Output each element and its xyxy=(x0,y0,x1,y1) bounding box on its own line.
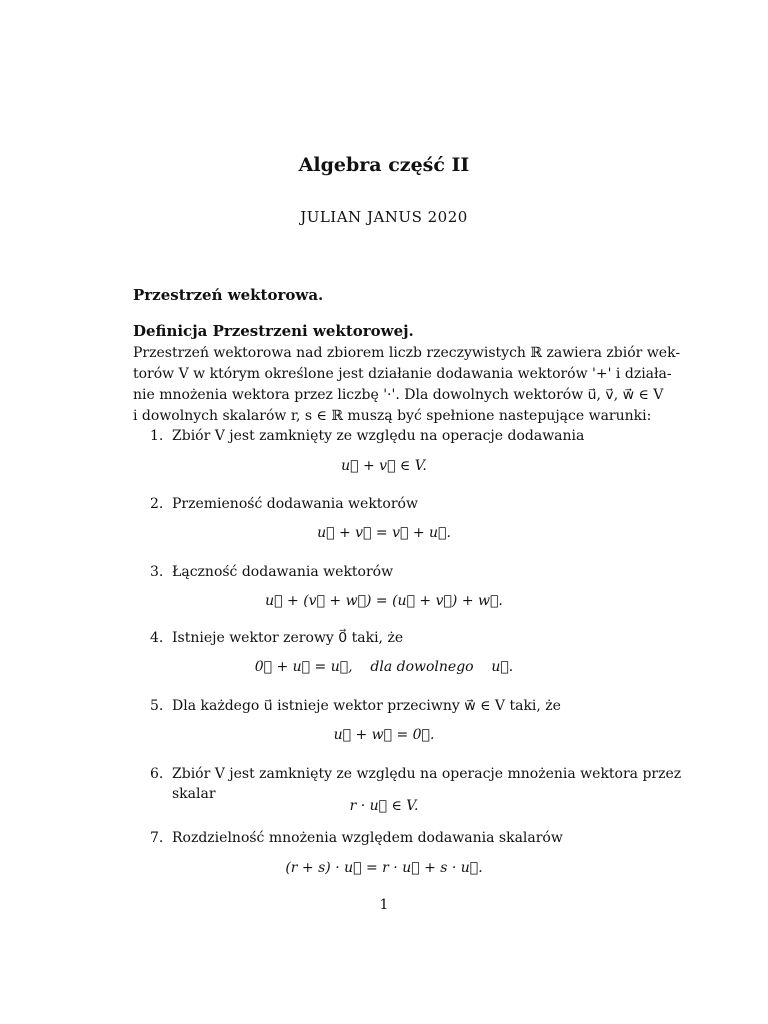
definition-line: nie mnożenia wektora przez liczbę '·'. Dla dowolnych wektorów u⃗, v⃗, w⃗ ∈ V xyxy=(133,387,664,403)
definition-paragraph xyxy=(133,343,681,427)
condition-item xyxy=(150,696,561,716)
definition-line: Przestrzeń wektorowa nad zbiorem liczb rzeczywistych ℝ zawiera zbiór wek- xyxy=(133,345,681,361)
condition-text: Przemieność dodawania wektorów xyxy=(172,496,418,512)
condition-number: 5. xyxy=(150,698,164,714)
document-title: Algebra część II xyxy=(298,154,470,176)
condition-item xyxy=(150,426,584,446)
condition-number: 7. xyxy=(150,830,164,846)
condition-formula: (r + s) · u⃗ = r · u⃗ + s · u⃗. xyxy=(285,860,483,876)
definition-heading: Definicja Przestrzeni wektorowej. xyxy=(133,322,414,340)
condition-item xyxy=(150,628,403,648)
condition-text: Istnieje wektor zerowy 0⃗ taki, że xyxy=(172,630,404,646)
condition-text: Rozdzielność mnożenia względem dodawania skalarów xyxy=(172,830,563,846)
condition-item xyxy=(150,494,418,514)
condition-text: Zbiór V jest zamknięty ze względu na operacje dodawania xyxy=(172,428,585,444)
condition-number: 1. xyxy=(150,428,164,444)
condition-formula: r · u⃗ ∈ V. xyxy=(349,798,419,814)
document-author: JULIAN JANUS 2020 xyxy=(300,208,468,226)
page-number: 1 xyxy=(379,897,389,913)
condition-formula: u⃗ + v⃗ ∈ V. xyxy=(341,458,427,474)
condition-number: 2. xyxy=(150,496,164,512)
definition-line: i dowolnych skalarów r, s ∈ ℝ muszą być spełnione nastepujące warunki: xyxy=(133,408,652,424)
condition-text: Dla każdego u⃗ istnieje wektor przeciwny w⃗ ∈ V taki, że xyxy=(172,698,561,714)
condition-item xyxy=(150,828,563,848)
condition-number: 3. xyxy=(150,564,164,580)
condition-number: 6. xyxy=(150,766,164,782)
definition-line: torów V w którym określone jest działanie dodawania wektorów '+' i działa- xyxy=(133,366,672,382)
section-title: Przestrzeń wektorowa. xyxy=(133,286,324,304)
condition-text-continued: skalar xyxy=(172,786,216,802)
condition-item xyxy=(150,562,393,582)
condition-formula: 0⃗ + u⃗ = u⃗, dla dowolnego u⃗. xyxy=(254,659,514,675)
condition-text: Łączność dodawania wektorów xyxy=(172,564,394,580)
condition-number: 4. xyxy=(150,630,164,646)
condition-formula: u⃗ + v⃗ = v⃗ + u⃗. xyxy=(317,525,451,541)
condition-formula: u⃗ + w⃗ = 0⃗. xyxy=(333,727,435,743)
condition-formula: u⃗ + (v⃗ + w⃗) = (u⃗ + v⃗) + w⃗. xyxy=(265,593,503,609)
condition-text: Zbiór V jest zamknięty ze względu na operacje mnożenia wektora przez xyxy=(172,766,682,782)
